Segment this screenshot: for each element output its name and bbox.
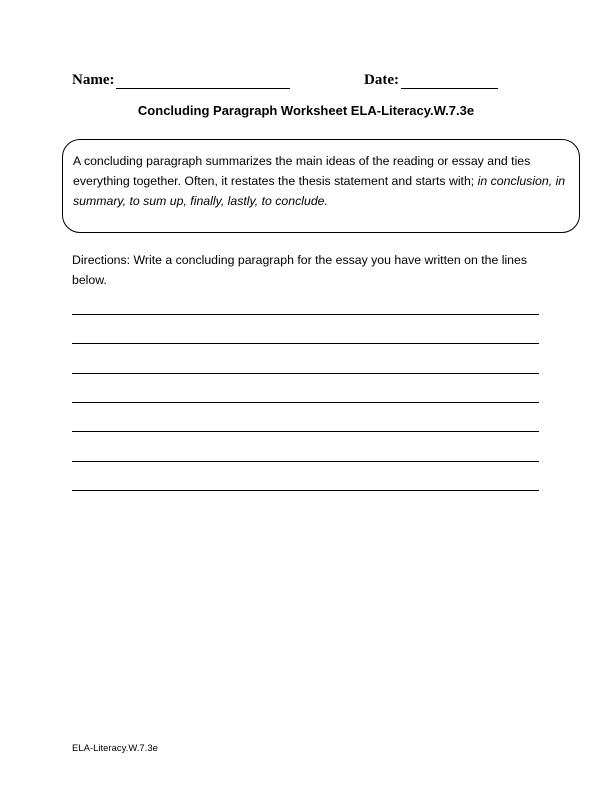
date-field[interactable] (401, 88, 498, 89)
writing-line[interactable] (72, 314, 539, 315)
writing-line[interactable] (72, 373, 539, 374)
worksheet-title: Concluding Paragraph Worksheet ELA-Literacy.W.7.3e (137, 103, 475, 118)
writing-line[interactable] (72, 431, 539, 432)
writing-line[interactable] (72, 343, 539, 344)
writing-line[interactable] (72, 490, 539, 491)
writing-line[interactable] (72, 461, 539, 462)
name-label: Name: (72, 72, 115, 88)
writing-line[interactable] (72, 402, 539, 403)
definition-box (62, 139, 580, 233)
directions-text: Directions: Write a concluding paragraph for the essay you have written on the lines below. (72, 253, 528, 287)
name-field[interactable] (116, 88, 290, 89)
date-label: Date: (364, 72, 399, 88)
page-footer: ELA-Literacy.W.7.3e (72, 743, 158, 754)
definition-text: A concluding paragraph summarizes the main ideas of the reading or essay and ties everything together. Often, it restates the thesis statement and starts with; (73, 154, 531, 188)
definition-examples: in conclusion, in summary, to sum up, finally, lastly, to conclude. (73, 174, 566, 208)
